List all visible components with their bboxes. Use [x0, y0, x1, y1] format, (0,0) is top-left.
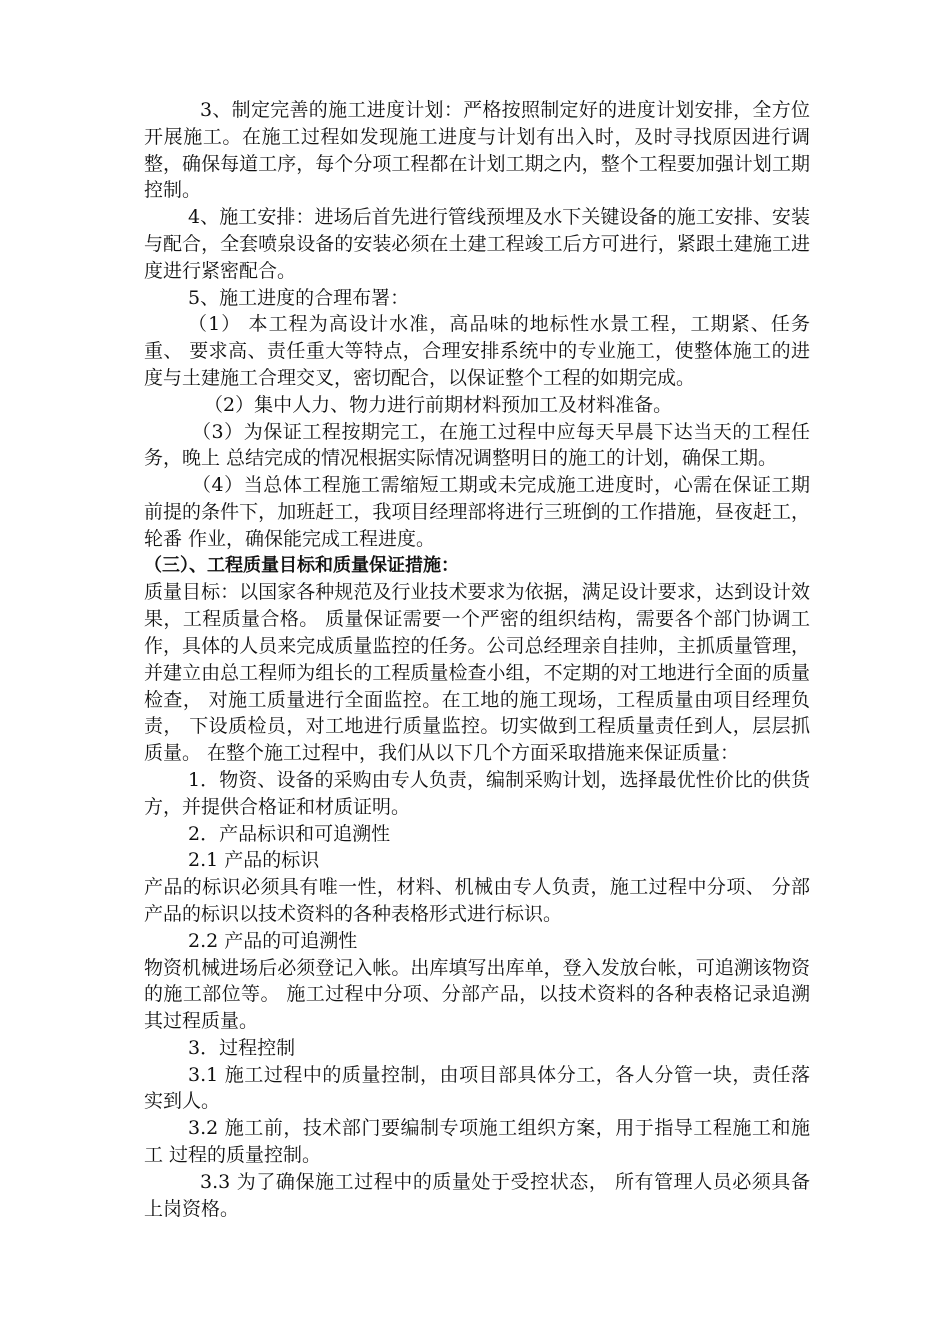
paragraph-item-4: （4）当总体工程施工需缩短工期或未完成施工进度时，心需在保证工期前提的条件下，加班赶工，我项目经理部将进行三班倒的工作措施，昼夜赶工，轮番 作业，确保能完成工程进度。 — [144, 474, 810, 550]
paragraph-process-control-3-1: 3.1 施工过程中的质量控制，由项目部具体分工，各人分管一块，责任落实到人。 — [144, 1063, 810, 1113]
paragraph-procurement: 1．物资、设备的采购由专人负责，编制采购计划，选择最优性价比的供货方，并提供合格证和材质证明。 — [144, 768, 810, 818]
paragraph-item-1: （1） 本工程为高设计水准，高品味的地标性水景工程，工期紧、任务重、 要求高、责任重大等特点，合理安排系统中的专业施工，使整体施工的进度与土建施工合理交叉，密切配合，以保证整个工程的如期完成。 — [144, 313, 810, 389]
paragraph-construction-arrangement: 4、施工安排：进场后首先进行管线预埋及水下关键设备的施工安排、安装与配合，全套喷泉设备的安装必须在土建工程竣工后方可进行，紧跟土建施工进度进行紧密配合。 — [144, 206, 810, 282]
section-heading-quality: （三）、工程质量目标和质量保证措施： — [144, 554, 459, 576]
paragraph-process-control-heading: 3．过程控制 — [188, 1036, 296, 1059]
paragraph-product-id: 产品的标识必须具有唯一性，材料、机械由专人负责，施工过程中分项、 分部产品的标识以技术资料的各种表格形式进行标识。 — [144, 876, 810, 925]
paragraph-item-2: （2）集中人力、物力进行前期材料预加工及材料准备。 — [204, 393, 673, 416]
paragraph-traceability-heading: 2．产品标识和可追溯性 — [188, 822, 391, 845]
paragraph-traceability-subheading: 2.2 产品的可追溯性 — [188, 929, 358, 952]
paragraph-product-id-heading: 2.1 产品的标识 — [188, 849, 320, 872]
paragraph-item-3: （3）为保证工程按期完工，在施工过程中应每天早晨下达当天的工程任务，晚上 总结完成的情况根据实际情况调整明日的施工的计划，确保工期。 — [144, 420, 810, 470]
paragraph-quality-target: 质量目标：以国家各种规范及行业技术要求为依据，满足设计要求，达到设计效果，工程质量合格。 质量保证需要一个严密的组织结构，需要各个部门协调工作，具体的人员来完成质量监控的任务。公司总经理亲自挂帅，主抓质量管理，并建立由总工程师为组长的工程质量检查小组，不定期的对工地进行全面的质量检查， 对施工质量进行全面监控。在工地的施工现场，工程质量由项目经理负责， 下设质检员，对工地进行质量监控。切实做到工程质量责任到人，层层抓质量。 在整个施工过程中，我们从以下几个方面采取措施来保证质量： — [144, 581, 810, 765]
paragraph-schedule-plan: 3、制定完善的施工进度计划：严格按照制定好的进度计划安排，全方位开展施工。在施工过程如发现施工进度与计划有出入时，及时寻找原因进行调整，确保每道工序，每个分项工程都在计划工期之内，整个工程要加强计划工期控制。 — [144, 99, 810, 202]
paragraph-progress-layout-heading: 5、施工进度的合理布署： — [188, 286, 410, 309]
paragraph-traceability: 物资机械进场后必须登记入帐。出库填写出库单，登入发放台帐，可追溯该物资的施工部位等。 施工过程中分项、分部产品，以技术资料的各种表格记录追溯其过程质量。 — [144, 956, 810, 1033]
paragraph-process-control-3-3: 3.3 为了确保施工过程中的质量处于受控状态， 所有管理人员必须具备上岗资格。 — [144, 1170, 810, 1220]
paragraph-process-control-3-2: 3.2 施工前，技术部门要编制专项施工组织方案，用于指导工程施工和施工 过程的质量控制。 — [144, 1117, 810, 1167]
document-body — [144, 97, 810, 1222]
